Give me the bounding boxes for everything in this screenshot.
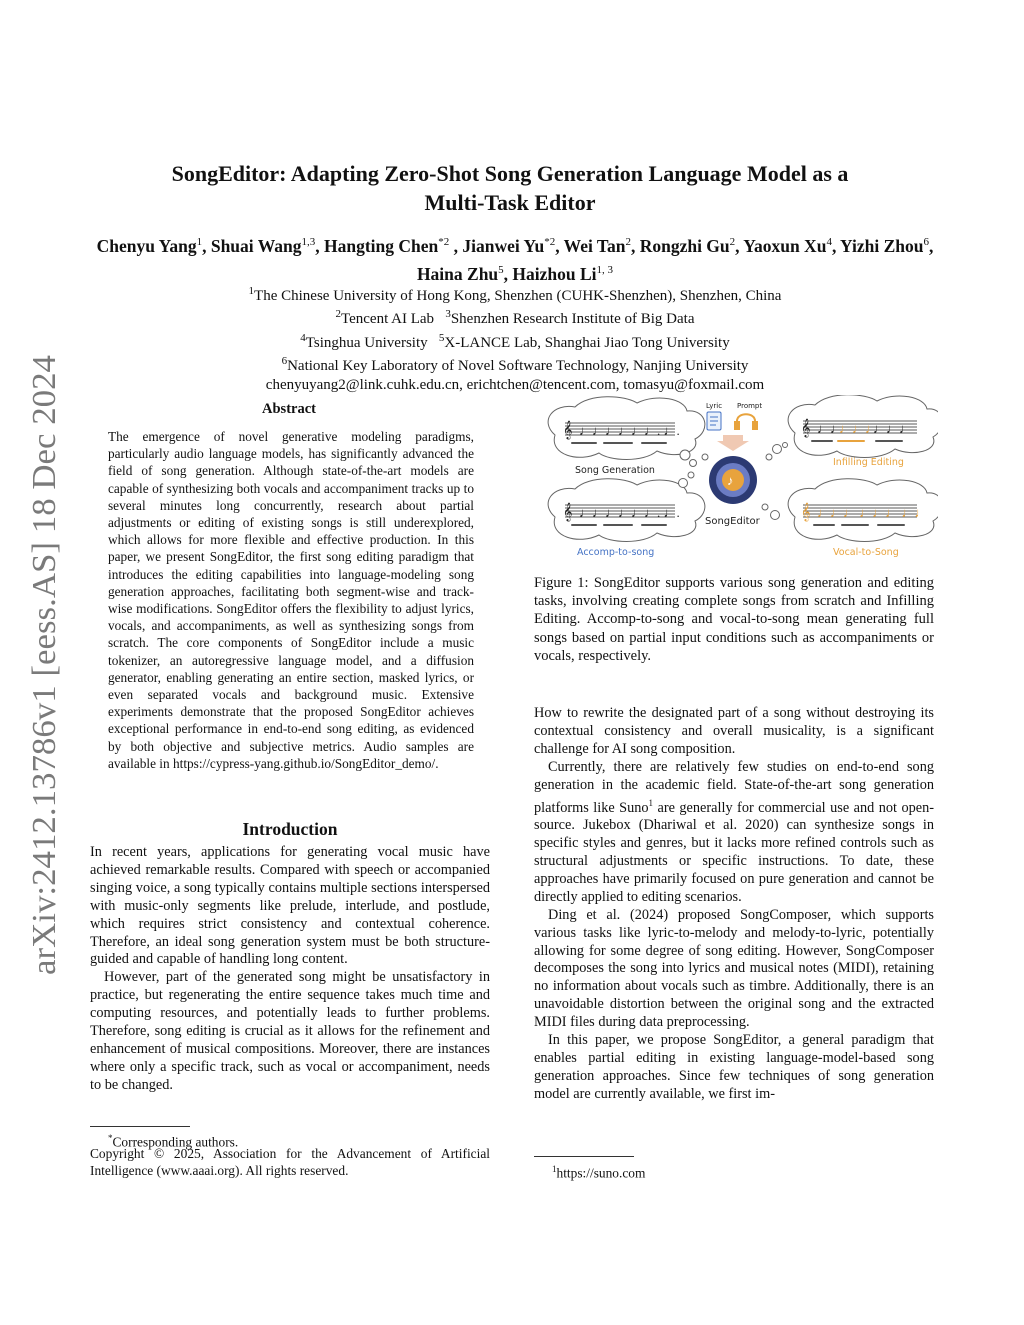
paragraph-right-3: Ding et al. (2024) proposed SongComposer, which supports various tasks like lyric-to-melody and melody-to-lyric, potentially allowing for some degree of song editing. However, SongComposer decomposes the song into lyrics and musical notes (MIDI), retaining no information about vocals such as timbre. Additionally, there is an unavoidable distortion between the original song and the extracted MIDI files during data preprocessing. — [534, 906, 934, 1031]
notes-infilling-editing-b: ♩♩♩ — [873, 421, 912, 436]
affiliation-4-5: $^4$Tsinghua University $^5$X-LANCE Lab, Shanghai Jiao Tong University — [300, 331, 730, 351]
lyric-line-infilling-editing — [811, 440, 903, 442]
abstract-body — [108, 428, 474, 772]
affiliation-2-3: $^2$Tencent AI Lab $^3$Shenzhen Research Institute of Big Data — [335, 308, 695, 328]
abstract-text: The emergence of novel generative modeling paradigms, particularly audio language models, has significantly advanced the field of song generation. Although state-of-the-art models are capable of synthesizing both vocals and accompaniment tracks up to several minutes long concurrently, research about partial adjustments or editing of existing songs is still underexplored, which allows for more flexible and effective production. In this paper, we present SongEditor, the first song editing paradigm that introduces the editing capabilities into language-modeling song generation approaches, facilitating both segment-wise and track-wise modifications. SongEditor offers the flexibility to adjust lyrics, vocals, and accompaniments, as well as synthesizing songs from scratch. The core components of SongEditor include a music tokenizer, an autoregressive language model, and a diffusion generator, enabling generating an entire section, masked lyrics, or even separated vocals and background music. Extensive experiments demonstrate that the proposed SongEditor achieves exceptional performance in end-to-end song editing, as evidenced by both objective and subjective metrics. Audio samples are available in https://cypress-yang.github.io/SongEditor_demo/. — [108, 429, 474, 771]
author-name: Rongzhi Gu — [639, 235, 730, 256]
author-affiliation-mark: 1 — [196, 236, 203, 248]
affiliation-1: $^1$The Chinese University of Hong Kong, Shenzhen (CUHK-Shenzhen), Shenzhen, China — [248, 285, 782, 304]
author-name: Chenyu Yang — [96, 235, 197, 256]
footnote-rule-right — [534, 1156, 634, 1157]
lyric-line-vocal-to-song — [813, 524, 905, 526]
author-affiliation-mark: 5 — [498, 263, 504, 276]
author-affiliation-mark: 1, 3 — [596, 263, 614, 276]
author-affiliation-mark: 4 — [826, 236, 832, 248]
svg-text:♪: ♪ — [727, 473, 734, 488]
author-name: Wei Tan — [563, 235, 626, 256]
figure-1 — [533, 395, 938, 567]
notes-song-generation: ♩♩♩♩♩♩. ♩. — [579, 423, 680, 438]
author-affiliation-mark: *2 — [438, 236, 450, 248]
left-column-body — [90, 844, 490, 1095]
lyric-document-icon — [707, 412, 721, 430]
author-list: Chenyu Yang$^1$, Shuai Wang$^{1,3}$, Hangting Chen$^{*2}$ , Jianwei Yu$^{*2}$, Wei Tan$^2$, Rongzhi Gu$^2$, Yaoxun Xu$^4$, Yizhi Zhou$^6$, Haina Zhu$^5$, Haizhou Li$^{1, 3}$ — [96, 235, 934, 284]
author-affiliation-mark: 6 — [923, 236, 930, 248]
author-name: Haina Zhu — [416, 263, 499, 284]
treble-clef-icon: 𝄞 — [801, 420, 811, 437]
footnote-corresponding: *Corresponding authors. — [108, 1133, 239, 1150]
title-line-2: Multi-Task Editor — [424, 190, 596, 215]
label-infilling-editing: Infilling Editing — [833, 457, 904, 468]
author-affiliation-mark: 2 — [729, 236, 736, 248]
author-affiliation-mark: 2 — [625, 236, 631, 248]
label-song-generation: Song Generation — [575, 465, 655, 476]
notes-infilling-editing-a: ♩♩ — [817, 421, 843, 436]
author-name: Shuai Wang — [210, 235, 302, 256]
label-vocal-to-song: Vocal-to-Song — [833, 547, 899, 558]
arxiv-identifier-text: arXiv:2412.13786v1 [eess.AS] 18 Dec 2024 — [26, 370, 63, 975]
label-accomp-to-song: Accomp-to-song — [577, 547, 655, 558]
paragraph-intro-2: However, part of the generated song might be unsatisfactory in practice, but regenerating the entire sequence takes much time and computing resources, and potentially leads to further problems. Therefore, song editing is crucial as it allows for the refinement and enhancement of musical compositions. Moreover, there are instances where only a specific track, such as vocal or accompaniment, needs to be changed. — [90, 969, 490, 1093]
label-prompt: Prompt — [737, 402, 763, 410]
footnote-rule-left — [90, 1126, 190, 1127]
author-name: Haizhou Li — [512, 263, 597, 284]
paragraph-right-2: Currently, there are relatively few studies on end-to-end song generation in the academic field. State-of-the-art song generation platforms like Suno$^1$ are generally for commercial use and not open-source. Jukebox (Dhariwal et al. 2020) can synthesize songs in specific styles and genres, but it lacks more refined controls such as structural adjustments or specific instructions. To date, these approaches have primarily focused on pure generation and cannot be directly applied to editing scenarios. — [534, 758, 934, 905]
arrow-down-icon — [717, 435, 749, 451]
paper-title — [80, 159, 940, 217]
lyric-line-accomp-to-song — [571, 524, 667, 526]
arxiv-identifier — [8, 340, 68, 990]
lyric-line-song-generation — [571, 442, 667, 444]
paragraph-right-4: In this paper, we propose SongEditor, a general paradigm that enables partial editing in existing language-model-based song generation approaches. Since few techniques of song generation model are currently available, we first im- — [534, 1032, 934, 1102]
author-name: Yizhi Zhou — [840, 235, 924, 256]
label-songeditor: SongEditor — [705, 516, 760, 527]
figure-1-caption: Figure 1: SongEditor supports various song generation and editing tasks, involving creating complete songs from scratch and Infilling Editing. Accomp-to-song and vocal-to-song mean generating full songs based on partial input conditions such as accompaniments or vocals, respectively. — [534, 575, 934, 664]
introduction-heading: Introduction — [242, 819, 338, 839]
notes-vocal-to-song: ♩♩♩ ♩♩♩ ♩♩ — [817, 505, 928, 520]
author-name: Hangting Chen — [323, 235, 439, 256]
author-emails: chenyuyang2@link.cuhk.edu.cn, erichtchen@tencent.com, tomasyu@foxmail.com — [265, 376, 765, 393]
abstract-heading: Abstract — [262, 401, 316, 417]
label-lyric: Lyric — [706, 402, 723, 410]
right-column-body — [534, 705, 934, 1104]
paragraph-intro-1: In recent years, applications for generating vocal music have achieved remarkable results. Compared with speech or accompanied singing voice, a song typically contains multiple sections interspersed with music-only segments like prelude, interlude, and postlude, which requires strict consistency and contextual coherence. Therefore, an ideal song generation system must be both structure-guided and capable of handling long content. — [90, 844, 490, 968]
notes-infilling-editing-edited: ♩♩♩ — [839, 421, 878, 436]
paragraph-right-1: How to rewrite the designated part of a song without destroying its contextual consistency and overall musicality, is a significant challenge for AI song composition. — [534, 705, 934, 757]
affiliation-6: $^6$National Key Laboratory of Novel Software Technology, Nanjing University — [281, 355, 749, 375]
notes-accomp-to-song: ♩♩♩♩♩♩. ♩. — [579, 505, 680, 520]
treble-clef-icon: 𝄞 — [563, 422, 573, 439]
author-name: Yaoxun Xu — [743, 235, 827, 256]
headphones-icon — [735, 414, 757, 429]
copyright-notice: Copyright © 2025, Association for the Advancement of Artificial Intelligence (www.aaai.org). All rights reserved. — [90, 1146, 490, 1178]
treble-clef-icon: 𝄞 — [801, 504, 811, 521]
affiliations — [90, 282, 940, 394]
author-affiliation-mark: 1,3 — [301, 236, 316, 248]
title-line-1: SongEditor: Adapting Zero-Shot Song Generation Language Model as a — [171, 161, 849, 186]
author-name: Jianwei Yu — [462, 235, 545, 256]
footnote-suno: $^1$https://suno.com — [552, 1164, 646, 1181]
author-affiliation-mark: *2 — [544, 236, 556, 248]
treble-clef-icon: 𝄞 — [563, 504, 573, 521]
songeditor-logo-icon — [709, 456, 757, 504]
